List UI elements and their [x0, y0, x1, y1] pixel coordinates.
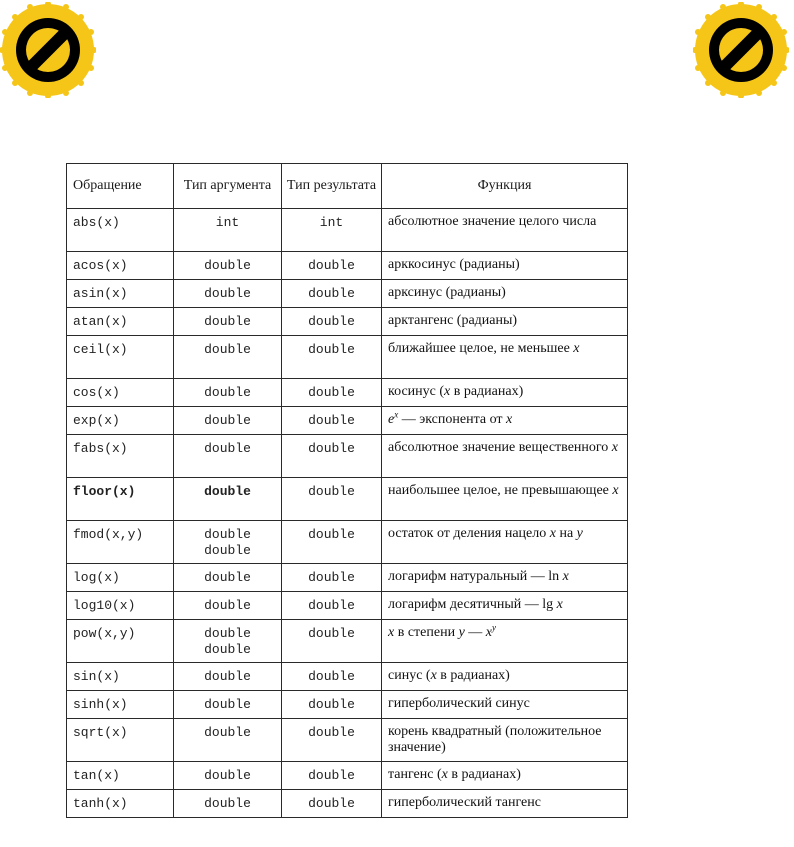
cell-call: fabs(x)	[67, 435, 174, 478]
cell-result-type: double	[282, 252, 382, 280]
desc-var: y	[576, 526, 583, 541]
table-row	[67, 209, 628, 252]
cell-call: cos(x)	[67, 379, 174, 407]
cell-arg-type: double	[174, 691, 282, 719]
cell-arg-type: double	[174, 407, 282, 435]
cell-call: abs(x)	[67, 209, 174, 252]
prohibited-icon	[0, 2, 96, 98]
cell-result-type: double	[282, 280, 382, 308]
cell-function-desc	[382, 762, 628, 790]
prohibited-icon-right	[693, 2, 789, 98]
desc-text: косинус (	[388, 384, 445, 399]
cell-function-desc	[382, 620, 628, 663]
cell-call: acos(x)	[67, 252, 174, 280]
cell-call: sinh(x)	[67, 691, 174, 719]
cell-arg-type: double	[174, 790, 282, 818]
table-row	[67, 308, 628, 336]
cell-function-desc: гиперболический тангенс	[382, 790, 628, 818]
cell-call: pow(x,y)	[67, 620, 174, 663]
desc-text: —	[464, 625, 486, 640]
desc-var: x	[562, 569, 569, 584]
table-row	[67, 663, 628, 691]
math-functions-table-container	[66, 163, 627, 818]
cell-function-desc	[382, 435, 628, 478]
cell-arg-type: double	[174, 252, 282, 280]
cell-function-desc	[382, 663, 628, 691]
table-row	[67, 407, 628, 435]
desc-var: x	[441, 767, 448, 782]
table-row	[67, 280, 628, 308]
cell-function-desc: арктангенс (радианы)	[382, 308, 628, 336]
cell-arg-type: double double	[174, 620, 282, 663]
desc-text: тангенс (	[388, 767, 442, 782]
cell-function-desc	[382, 592, 628, 620]
cell-call: fmod(x,y)	[67, 521, 174, 564]
desc-var: x	[430, 668, 437, 683]
header-call: Обращение	[67, 164, 174, 209]
desc-var: x	[549, 526, 556, 541]
header-function: Функция	[382, 164, 628, 209]
table-row	[67, 521, 628, 564]
cell-call: log10(x)	[67, 592, 174, 620]
cell-result-type: double	[282, 564, 382, 592]
cell-result-type: double	[282, 407, 382, 435]
cell-result-type: double	[282, 691, 382, 719]
desc-var: x	[444, 384, 451, 399]
table-row	[67, 592, 628, 620]
cell-call: sin(x)	[67, 663, 174, 691]
desc-var: x	[556, 597, 563, 612]
cell-function-desc: арккосинус (радианы)	[382, 252, 628, 280]
cell-arg-type: double	[174, 435, 282, 478]
desc-text: в степени	[394, 625, 459, 640]
cell-result-type: int	[282, 209, 382, 252]
desc-text: — экспонента от	[398, 412, 507, 427]
cell-result-type: double	[282, 521, 382, 564]
desc-text: логарифм натуральный — ln	[388, 569, 563, 584]
cell-function-desc	[382, 407, 628, 435]
header-arg-type: Тип аргумента	[174, 164, 282, 209]
cell-result-type: double	[282, 478, 382, 521]
cell-result-type: double	[282, 719, 382, 762]
table-row	[67, 620, 628, 663]
cell-call: ceil(x)	[67, 336, 174, 379]
desc-var: x	[611, 440, 619, 455]
table-row	[67, 252, 628, 280]
cell-result-type: double	[282, 790, 382, 818]
desc-base: e	[388, 412, 395, 427]
table-row	[67, 564, 628, 592]
cell-result-type: double	[282, 308, 382, 336]
math-functions-table	[66, 163, 628, 818]
cell-call: log(x)	[67, 564, 174, 592]
cell-function-desc	[382, 379, 628, 407]
cell-result-type: double	[282, 336, 382, 379]
cell-arg-type: double	[174, 336, 282, 379]
table-body	[67, 209, 628, 818]
cell-arg-type: double	[174, 308, 282, 336]
cell-arg-type: double	[174, 592, 282, 620]
cell-function-desc	[382, 478, 628, 521]
cell-result-type: double	[282, 762, 382, 790]
cell-arg-type: double	[174, 719, 282, 762]
cell-call: tanh(x)	[67, 790, 174, 818]
table-row	[67, 762, 628, 790]
cell-call: exp(x)	[67, 407, 174, 435]
table-row	[67, 719, 628, 762]
desc-text: в радианах)	[450, 384, 524, 399]
cell-arg-type: double	[174, 762, 282, 790]
cell-result-type: double	[282, 379, 382, 407]
desc-text: синус (	[388, 668, 431, 683]
desc-sup: y	[492, 622, 497, 633]
cell-function-desc: корень квадратный (положительное значение)	[382, 719, 628, 762]
cell-call: asin(x)	[67, 280, 174, 308]
desc-text: на	[555, 526, 577, 541]
cell-result-type: double	[282, 435, 382, 478]
desc-sup: x	[394, 409, 399, 420]
cell-arg-type: double double	[174, 521, 282, 564]
cell-result-type: double	[282, 663, 382, 691]
table-row	[67, 379, 628, 407]
desc-text: абсолютное значение вещественного	[388, 440, 612, 455]
cell-arg-type: double	[174, 280, 282, 308]
desc-text: логарифм десятичный — lg	[388, 597, 557, 612]
cell-arg-type: double	[174, 564, 282, 592]
table-row	[67, 336, 628, 379]
cell-arg-type: double	[174, 663, 282, 691]
desc-text: остаток от деления нацело	[388, 526, 550, 541]
desc-var: y	[458, 625, 465, 640]
cell-arg-type: double	[174, 478, 282, 521]
desc-base: x	[485, 625, 493, 640]
cell-arg-type: double	[174, 379, 282, 407]
cell-function-desc	[382, 521, 628, 564]
cell-call: floor(x)	[67, 478, 174, 521]
prohibited-icon	[693, 2, 789, 98]
cell-call: sqrt(x)	[67, 719, 174, 762]
cell-result-type: double	[282, 620, 382, 663]
desc-text: в радианах)	[436, 668, 510, 683]
prohibited-icon-left	[0, 2, 96, 98]
cell-result-type: double	[282, 592, 382, 620]
cell-call: atan(x)	[67, 308, 174, 336]
desc-text: ближайшее целое, не меньшее	[388, 341, 574, 356]
desc-text: наибольшее целое, не превышающее	[388, 483, 613, 498]
header-result-type: Тип результата	[282, 164, 382, 209]
cell-function-desc: арксинус (радианы)	[382, 280, 628, 308]
table-row	[67, 478, 628, 521]
cell-function-desc: гиперболический синус	[382, 691, 628, 719]
desc-var: x	[612, 483, 619, 498]
table-row	[67, 435, 628, 478]
cell-call: tan(x)	[67, 762, 174, 790]
cell-function-desc	[382, 564, 628, 592]
desc-text: в радианах)	[447, 767, 521, 782]
desc-var: x	[388, 625, 395, 640]
desc-var: x	[573, 341, 580, 356]
table-header-row	[67, 164, 628, 209]
cell-function-desc	[382, 336, 628, 379]
desc-var: x	[506, 412, 513, 427]
cell-function-desc: абсолютное значение целого числа	[382, 209, 628, 252]
cell-arg-type: int	[174, 209, 282, 252]
table-row	[67, 691, 628, 719]
table-row	[67, 790, 628, 818]
